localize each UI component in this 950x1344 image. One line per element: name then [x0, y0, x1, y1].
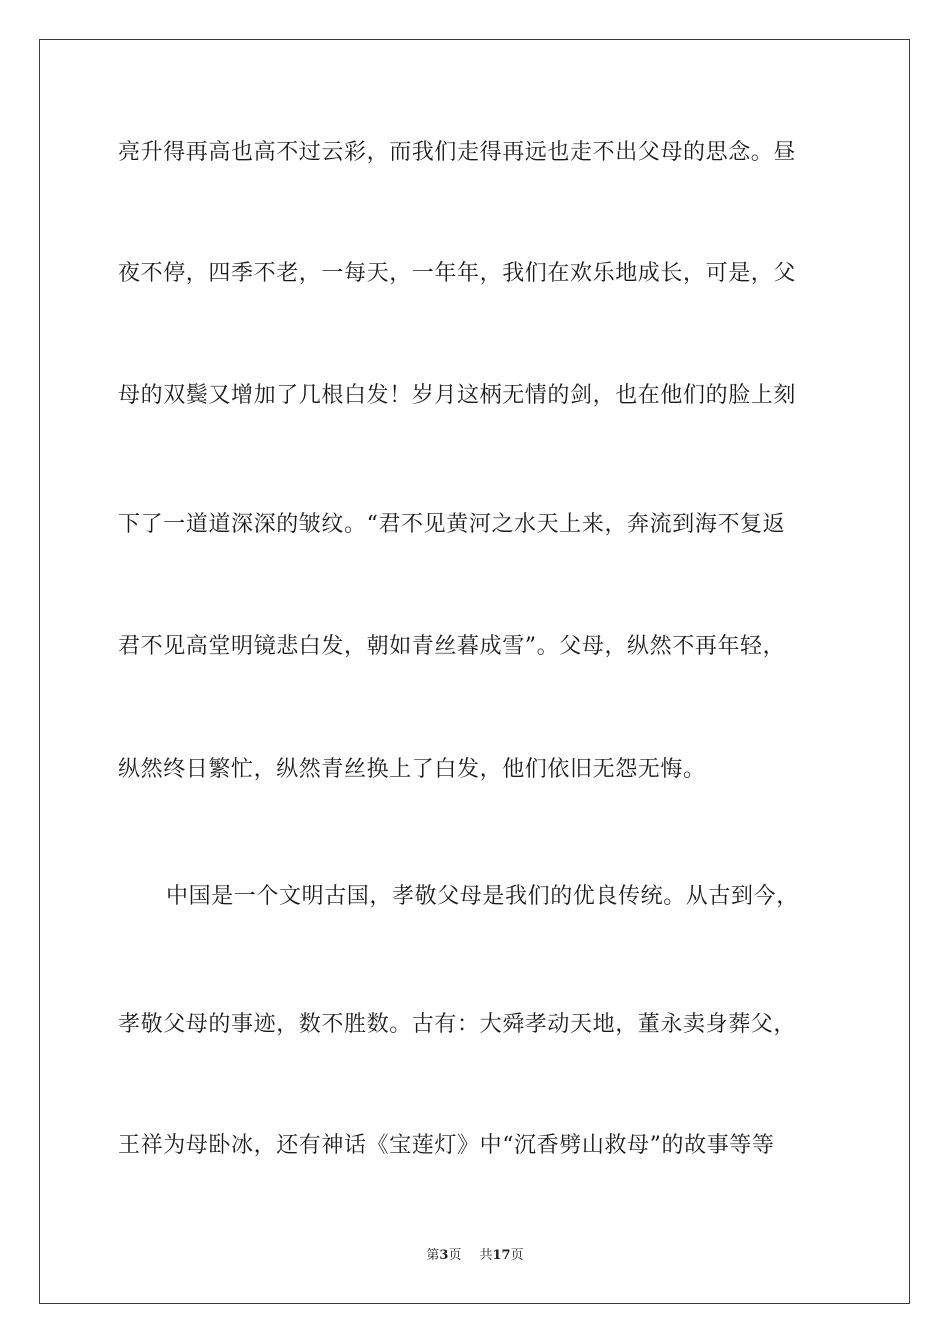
text-line: 下了一道道深深的皱纹。“君不见黄河之水天上来，奔流到海不复返 — [118, 512, 786, 537]
text-line: 王祥为母卧冰，还有神话《宝莲灯》中“沉香劈山救母”的故事等等 — [118, 1133, 775, 1158]
paragraph-first-line: 中国是一个文明古国，孝敬父母是我们的优良传统。从古到今， — [166, 884, 799, 909]
text-line: 孝敬父母的事迹，数不胜数。古有：大舜孝动天地，董永卖身葬父， — [118, 1012, 797, 1037]
page-prefix: 第 — [426, 1248, 440, 1263]
page-footer — [0, 1247, 950, 1265]
text-line: 君不见高堂明镜悲白发，朝如青丝暮成雪”。父母，纵然不再年轻， — [118, 634, 786, 659]
page-suffix: 页 — [448, 1248, 462, 1263]
text-line: 亮升得再高也高不过云彩，而我们走得再远也走不出父母的思念。昼 — [118, 140, 797, 165]
text-line: 母的双鬓又增加了几根白发！岁月这柄无情的剑，也在他们的脸上刻 — [118, 383, 797, 408]
page-border — [39, 39, 910, 1304]
total-prefix: 共 — [479, 1248, 493, 1263]
total-pages: 17 — [492, 1248, 511, 1263]
text-line: 纵然终日繁忙，纵然青丝换上了白发，他们依旧无怨无悔。 — [118, 757, 706, 782]
text-line: 夜不停，四季不老，一每天，一年年，我们在欢乐地成长，可是，父 — [118, 261, 797, 286]
page-number: 3 — [439, 1248, 449, 1263]
total-suffix: 页 — [510, 1248, 524, 1263]
